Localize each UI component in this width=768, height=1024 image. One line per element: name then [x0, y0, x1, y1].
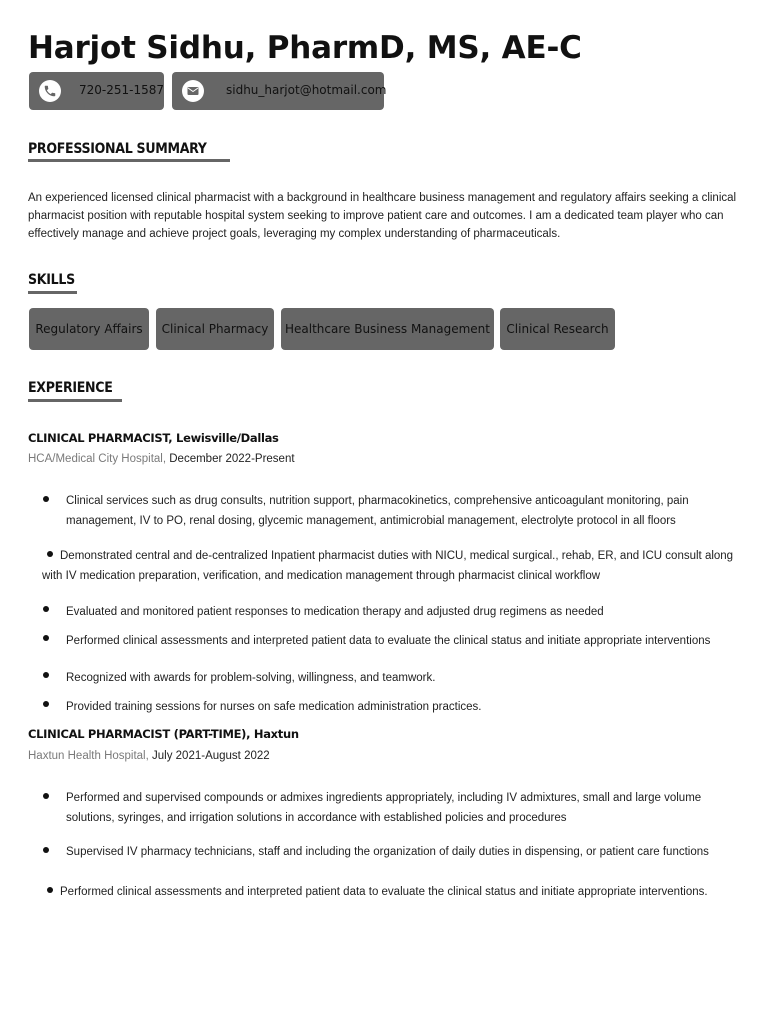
summary-text: An experienced licensed clinical pharmacist with a background in healthcare business management and regulatory affairs seeking a clinical pharmacist position with reputable hospital system seeking to improve patient care and outcomes. I am a dedicated team player who can effectively manage and achieve project goals, leveraging my complex understanding of pharmaceuticals.	[28, 192, 737, 240]
job-bullet: Performed clinical assessments and interpreted patient data to evaluate the clinical status and initiate appropriate interventions.	[60, 886, 708, 898]
job-organization: Haxtun Health Hospital,	[28, 750, 149, 762]
job-bullet: Clinical services such as drug consults, nutrition support, pharmacokinetics, comprehensive anticoagulant monitoring, pain management, IV to PO, renal dosing, glycemic management, antimicrobial management, electrolyte protocol in all floors	[66, 495, 689, 527]
skill-tag: Clinical Pharmacy	[156, 308, 274, 350]
job-meta	[28, 750, 270, 762]
phone-icon	[39, 80, 61, 102]
skill-tag: Clinical Research	[500, 308, 615, 350]
bullet-dot	[43, 635, 49, 641]
bullet-dot	[43, 496, 49, 502]
mail-icon	[182, 80, 204, 102]
bullet-dot	[43, 606, 49, 612]
job-bullet: Supervised IV pharmacy technicians, staff and including the organization of daily duties in dispensing, or patient care functions	[66, 846, 709, 858]
email-contact[interactable]	[172, 72, 387, 110]
bullet-dot	[43, 847, 49, 853]
job-bullet: Recognized with awards for problem-solving, willingness, and teamwork.	[66, 672, 436, 684]
phone-contact[interactable]	[29, 72, 164, 110]
bullet-dot	[43, 701, 49, 707]
bullet-dot	[43, 793, 49, 799]
job-title: CLINICAL PHARMACIST, Lewisville/Dallas	[28, 431, 279, 445]
job-dates: December 2022-Present	[169, 453, 295, 465]
job-bullet: Performed clinical assessments and interpreted patient data to evaluate the clinical status and initiate appropriate interventions	[66, 635, 711, 647]
job-organization: HCA/Medical City Hospital,	[28, 453, 167, 465]
summary-underline	[28, 159, 230, 162]
job-dates: July 2021-August 2022	[152, 750, 270, 762]
job-bullet: Evaluated and monitored patient responses to medication therapy and adjusted drug regimens as needed	[66, 606, 604, 618]
skills-heading: SKILLS	[28, 272, 75, 288]
summary-heading: PROFESSIONAL SUMMARY	[28, 141, 207, 157]
experience-underline	[28, 399, 122, 402]
bullet-dot	[47, 887, 53, 893]
job-bullet: Demonstrated central and de-centralized Inpatient pharmacist duties with NICU, medical surgical., rehab, ER, and ICU consult along with IV medication preparation, verification, and medication management through pharmacist clinical workflow	[42, 550, 734, 582]
job-bullet: Performed and supervised compounds or admixes ingredients appropriately, including IV admixtures, small and large volume solutions, syringes, and irrigation solutions in accordance with established policies and procedures	[66, 792, 702, 824]
skill-tag: Healthcare Business Management	[281, 308, 494, 350]
experience-heading: EXPERIENCE	[28, 380, 113, 396]
bullet-dot	[43, 672, 49, 678]
email-address: sidhu_harjot@hotmail.com	[226, 83, 387, 97]
job-meta	[28, 453, 295, 465]
job-bullet: Provided training sessions for nurses on safe medication administration practices.	[66, 701, 482, 713]
skill-tag: Regulatory Affairs	[29, 308, 149, 350]
skills-underline	[28, 291, 77, 294]
candidate-name: Harjot Sidhu, PharmD, MS, AE-C	[28, 30, 582, 66]
job-title: CLINICAL PHARMACIST (PART-TIME), Haxtun	[28, 727, 299, 741]
phone-number: 720-251-1587	[79, 83, 165, 97]
